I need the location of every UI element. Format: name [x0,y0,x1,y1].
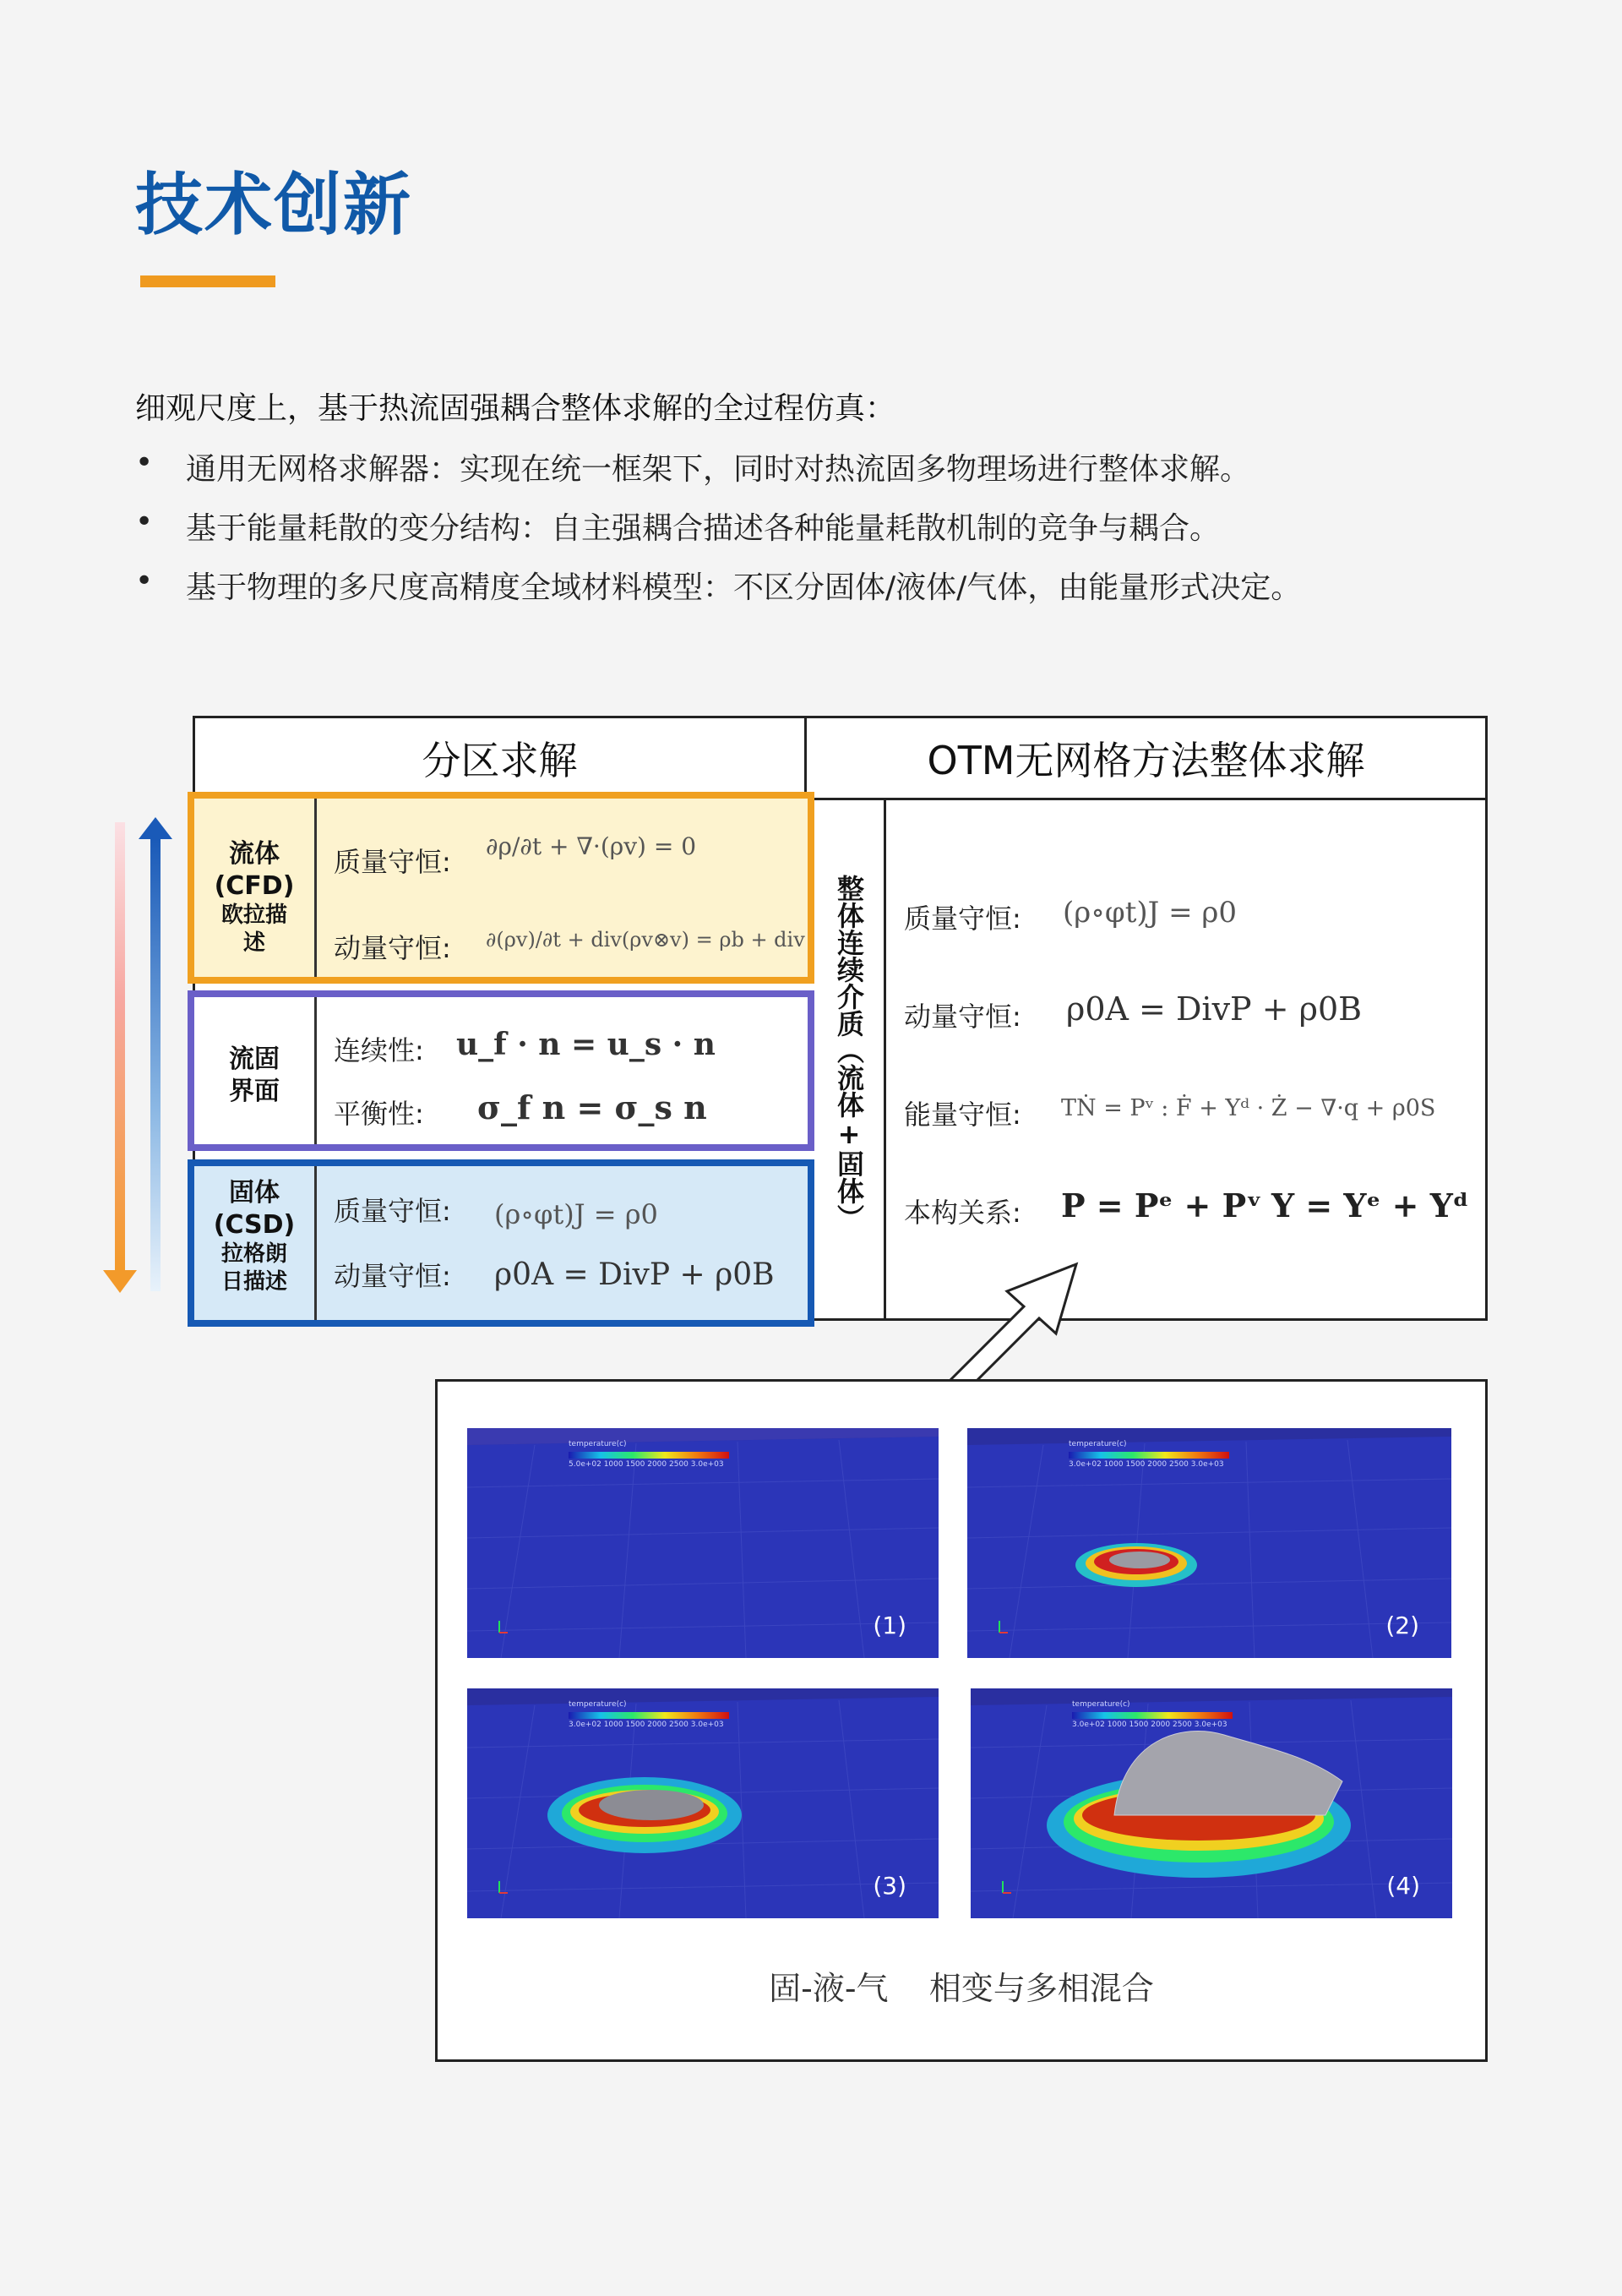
colorbar-range: 3.0e+02 1000 1500 2000 2500 3.0e+03 [1069,1460,1224,1469]
colorbar-range: 3.0e+02 1000 1500 2000 2500 3.0e+03 [1072,1721,1227,1729]
otm-constitutive-equation-p: P = Pᵉ + Pᵛ [1061,1186,1262,1224]
otm-momentum-equation: ρ0A = DivP + ρ0B [1066,990,1363,1028]
interface-balance-label: 平衡性: [334,1098,424,1130]
interface-continuity-equation: u_f · n = u_s · n [456,1027,716,1062]
solid-mass-label: 质量守恒: [334,1195,451,1227]
right-column-divider [884,798,886,1321]
simulation-image [967,1428,1451,1658]
otm-energy-label: 能量守恒: [904,1099,1021,1131]
colorbar-title: temperature(c) [1072,1700,1130,1709]
colorbar [1072,1712,1233,1719]
bullet-dot-icon: • [135,564,154,598]
otm-momentum-label: 动量守恒: [904,1001,1021,1033]
fluid-momentum-label: 动量守恒: [334,932,451,964]
axes-triad-icon [493,1617,509,1634]
bullet-dot-icon: • [135,445,154,480]
interface-name: 流固 界面 [229,1044,280,1106]
bullet-dot-icon: • [135,504,154,539]
solid-momentum-label: 动量守恒: [334,1260,451,1292]
title-underline [140,275,275,287]
fluid-mass-label: 质量守恒: [334,846,451,878]
solid-divider [314,1166,317,1320]
panel-label: (1) [873,1612,906,1639]
right-header: OTM无网格方法整体求解 [927,738,1365,783]
colorbar-range: 5.0e+02 1000 1500 2000 2500 3.0e+03 [569,1460,724,1469]
otm-mass-label: 质量守恒: [904,903,1021,935]
colorbar [569,1452,729,1459]
fluid-mass-equation: ∂ρ/∂t + ∇·(ρv) = 0 [486,832,697,860]
fluid-momentum-equation: ∂(ρv)/∂t + div(ρv⊗v) = ρb + div [486,928,805,952]
panel-label: (2) [1385,1612,1419,1639]
solid-mass-equation: (ρ∘φt)J = ρ0 [494,1198,658,1230]
axes-triad-icon [996,1878,1013,1895]
otm-mass-equation: (ρ∘φt)J = ρ0 [1063,896,1238,930]
colorbar [569,1712,729,1719]
colorbar-title: temperature(c) [569,1440,627,1448]
bullet-text: 通用无网格求解器：实现在统一框架下，同时对热流固多物理场进行整体求解。 [186,452,1251,487]
otm-constitutive-label: 本构关系: [904,1197,1021,1229]
axes-triad-icon [993,1617,1010,1634]
colorbar [1069,1452,1229,1459]
bullet-text: 基于物理的多尺度高精度全域材料模型：不区分固体/液体/气体，由能量形式决定。 [186,570,1302,605]
intro-text: 细观尺度上，基于热流固强耦合整体求解的全过程仿真： [135,391,896,426]
interface-divider [314,997,317,1144]
simulation-image [971,1688,1452,1918]
interface-balance-equation: σ_f n = σ_s n [477,1088,707,1126]
panel-label: (4) [1386,1872,1420,1900]
page-title: 技术创新 [135,166,412,244]
simulation-image [467,1428,939,1658]
simulation-caption: 固-液-气 相变与多相混合 [769,1970,1154,2007]
interface-continuity-label: 连续性: [334,1034,424,1066]
fluid-name: 流体 (CFD) 欧拉描 述 [214,839,295,956]
vertical-continuum-label: 整体连续介质（流体+固体） [833,875,865,1231]
simulation-image [467,1688,939,1918]
solid-momentum-equation: ρ0A = DivP + ρ0B [494,1257,775,1292]
left-header: 分区求解 [422,738,578,783]
coupling-arrows-icon [93,815,177,1323]
colorbar-title: temperature(c) [569,1700,627,1709]
fluid-divider [314,799,317,977]
solid-name: 固体 (CSD) 拉格朗 日描述 [213,1178,296,1295]
otm-energy-equation: TṄ = Pᵛ : Ḟ + Yᵈ · Ż − ∇·q + ρ0S [1061,1095,1436,1121]
bullet-text: 基于能量耗散的变分结构：自主强耦合描述各种能量耗散机制的竞争与耦合。 [186,511,1221,546]
otm-constitutive-equation-y: Y = Yᵉ + Yᵈ [1271,1186,1469,1224]
panel-label: (3) [873,1872,906,1900]
colorbar-title: temperature(c) [1069,1440,1127,1448]
axes-triad-icon [493,1878,509,1895]
colorbar-range: 3.0e+02 1000 1500 2000 2500 3.0e+03 [569,1721,724,1729]
